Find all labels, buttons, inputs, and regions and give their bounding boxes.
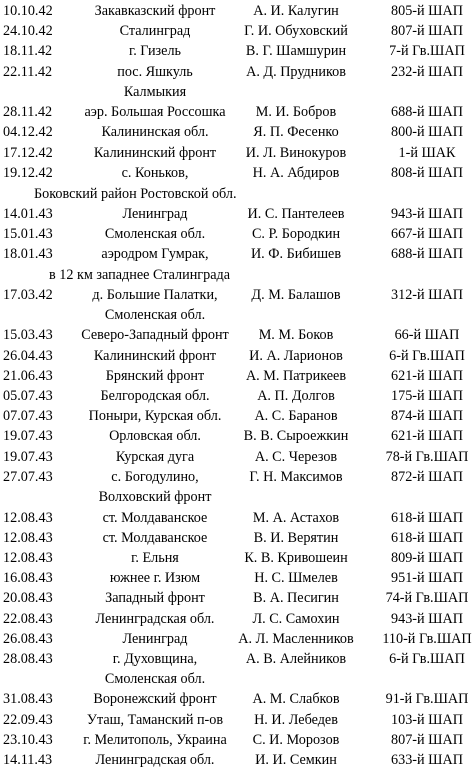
row-place: Закавказский фронт bbox=[94, 3, 216, 19]
row-person: И. С. Пантелеев bbox=[247, 206, 345, 222]
row-person: К. В. Кривошеин bbox=[244, 550, 348, 566]
row-person: А. Д. Прудников bbox=[246, 64, 346, 80]
row-unit: 805-й ШАП bbox=[391, 3, 463, 19]
row-person: Г. Н. Максимов bbox=[249, 469, 343, 485]
row-unit: 618-й ШАП bbox=[391, 530, 463, 546]
row-unit: 6-й Гв.ШАП bbox=[389, 348, 465, 364]
row-date: 22.11.42 bbox=[3, 64, 53, 80]
row-person: Г. И. Обуховский bbox=[244, 23, 348, 39]
row-date: 26.04.43 bbox=[3, 348, 53, 364]
row-date: 04.12.42 bbox=[3, 124, 53, 140]
row-unit: 232-й ШАП bbox=[391, 64, 463, 80]
row-date: 19.07.43 bbox=[3, 449, 53, 465]
row-person: В. Г. Шамшурин bbox=[245, 43, 347, 59]
row-unit: 807-й ШАП bbox=[391, 732, 463, 748]
row-date: 10.10.42 bbox=[3, 3, 53, 19]
row-place: аэр. Большая Россошка bbox=[84, 104, 226, 120]
row-unit: 807-й ШАП bbox=[391, 23, 463, 39]
row-place: Калининский фронт bbox=[93, 348, 217, 364]
row-unit: 7-й Гв.ШАП bbox=[389, 43, 465, 59]
row-unit: 943-й ШАП bbox=[391, 611, 463, 627]
row-place: Ленинград bbox=[122, 631, 188, 647]
row-place: аэродром Гумрак, bbox=[101, 246, 209, 262]
row-place: Калининская обл. bbox=[101, 124, 209, 140]
row-date: 20.08.43 bbox=[3, 590, 53, 606]
row-place-continuation: Калмыкия bbox=[123, 84, 187, 100]
row-date: 21.06.43 bbox=[3, 368, 53, 384]
row-place: Орловская обл. bbox=[109, 428, 201, 444]
row-person: Н. И. Лебедев bbox=[254, 712, 338, 728]
row-place: Уташ, Таманский п-ов bbox=[86, 712, 224, 728]
row-place: Северо-Западный фронт bbox=[81, 327, 229, 343]
row-person: И. Ф. Бибишев bbox=[250, 246, 342, 262]
row-date: 14.01.43 bbox=[3, 206, 53, 222]
row-person: И. И. Семкин bbox=[255, 752, 337, 768]
row-date: 28.08.43 bbox=[3, 651, 53, 667]
row-unit: 800-й ШАП bbox=[391, 124, 463, 140]
row-unit: 91-й Гв.ШАП bbox=[385, 691, 469, 707]
row-date: 16.08.43 bbox=[3, 570, 53, 586]
row-unit: 688-й ШАП bbox=[391, 104, 463, 120]
row-person: С. И. Морозов bbox=[252, 732, 340, 748]
row-unit: 312-й ШАП bbox=[391, 287, 463, 303]
row-unit: 103-й ШАП bbox=[391, 712, 463, 728]
row-unit: 633-й ШАП bbox=[391, 752, 463, 768]
row-place: г. Духовщина, bbox=[112, 651, 198, 667]
row-date: 12.08.43 bbox=[3, 510, 53, 526]
row-person: И. Л. Винокуров bbox=[245, 145, 347, 161]
row-date: 12.08.43 bbox=[3, 530, 53, 546]
row-place: Ленинград bbox=[122, 206, 188, 222]
row-unit: 621-й ШАП bbox=[391, 428, 463, 444]
row-place: Калининский фронт bbox=[93, 145, 217, 161]
row-unit: 688-й ШАП bbox=[391, 246, 463, 262]
row-person: В. А. Песигин bbox=[253, 590, 339, 606]
row-unit: 808-й ШАП bbox=[391, 165, 463, 181]
row-date: 17.12.42 bbox=[3, 145, 53, 161]
row-date: 12.08.43 bbox=[3, 550, 53, 566]
row-person: Л. С. Самохин bbox=[252, 611, 340, 627]
row-place: г. Мелитополь, Украина bbox=[83, 732, 227, 748]
row-place-continuation: Смоленская обл. bbox=[104, 307, 206, 323]
row-date: 14.11.43 bbox=[3, 752, 53, 768]
row-unit: 66-й ШАП bbox=[394, 327, 460, 343]
row-place: Белгородская обл. bbox=[100, 388, 210, 404]
row-place: Ленинградская обл. bbox=[95, 611, 215, 627]
row-date: 31.08.43 bbox=[3, 691, 53, 707]
row-place: ст. Молдаванское bbox=[102, 530, 208, 546]
row-unit: 621-й ШАП bbox=[391, 368, 463, 384]
row-unit: 1-й ШАК bbox=[398, 145, 456, 161]
row-place: Брянский фронт bbox=[105, 368, 205, 384]
row-unit: 809-й ШАП bbox=[391, 550, 463, 566]
row-unit: 78-й Гв.ШАП bbox=[385, 449, 469, 465]
row-date: 27.07.43 bbox=[3, 469, 53, 485]
row-date: 15.03.43 bbox=[3, 327, 53, 343]
row-place: с. Богодулино, bbox=[111, 469, 199, 485]
row-date: 15.01.43 bbox=[3, 226, 53, 242]
row-date: 05.07.43 bbox=[3, 388, 53, 404]
row-place: Воронежский фронт bbox=[93, 691, 217, 707]
row-unit: 74-й Гв.ШАП bbox=[385, 590, 469, 606]
row-date: 22.09.43 bbox=[3, 712, 53, 728]
row-date: 24.10.42 bbox=[3, 23, 53, 39]
row-person: Я. П. Фесенко bbox=[253, 124, 339, 140]
row-person: М. М. Боков bbox=[258, 327, 334, 343]
row-date: 28.11.42 bbox=[3, 104, 53, 120]
row-place-continuation: Смоленская обл. bbox=[104, 671, 206, 687]
row-place: Поныри, Курская обл. bbox=[88, 408, 222, 424]
row-place-continuation: Волховский фронт bbox=[98, 489, 212, 505]
row-person: М. А. Астахов bbox=[252, 510, 340, 526]
row-unit: 110-й Гв.ШАП bbox=[382, 631, 472, 647]
row-place: южнее г. Изюм bbox=[109, 570, 201, 586]
row-person: А. Л. Масленников bbox=[238, 631, 354, 647]
row-place: г. Гизель bbox=[128, 43, 182, 59]
row-unit: 872-й ШАП bbox=[391, 469, 463, 485]
row-place: пос. Яшкуль bbox=[117, 64, 193, 80]
row-person: В. В. Сыроежкин bbox=[243, 428, 349, 444]
row-date: 26.08.43 bbox=[3, 631, 53, 647]
row-person: Н. С. Шмелев bbox=[254, 570, 338, 586]
row-person: А. М. Патрикеев bbox=[245, 368, 347, 384]
row-place: д. Большие Палатки, bbox=[92, 287, 218, 303]
row-unit: 951-й ШАП bbox=[391, 570, 463, 586]
row-person: И. А. Ларионов bbox=[249, 348, 343, 364]
row-place: г. Ельня bbox=[131, 550, 179, 566]
row-date: 07.07.43 bbox=[3, 408, 53, 424]
row-date: 19.12.42 bbox=[3, 165, 53, 181]
row-place: Смоленская обл. bbox=[104, 226, 206, 242]
row-unit: 874-й ШАП bbox=[391, 408, 463, 424]
row-place-continuation: в 12 км западнее Сталинграда bbox=[49, 267, 231, 283]
row-unit: 618-й ШАП bbox=[391, 510, 463, 526]
row-place: Сталинград bbox=[119, 23, 191, 39]
row-date: 23.10.43 bbox=[3, 732, 53, 748]
row-person: А. П. Долгов bbox=[257, 388, 335, 404]
row-person: А. М. Слабков bbox=[252, 691, 340, 707]
row-date: 18.01.43 bbox=[3, 246, 53, 262]
row-date: 18.11.42 bbox=[3, 43, 53, 59]
row-person: М. И. Бобров bbox=[255, 104, 337, 120]
row-date: 17.03.42 bbox=[3, 287, 53, 303]
row-person: А. В. Алейников bbox=[245, 651, 347, 667]
row-person: Н. А. Абдиров bbox=[252, 165, 340, 181]
row-person: А. С. Черезов bbox=[254, 449, 338, 465]
row-place: Курская дуга bbox=[115, 449, 195, 465]
row-date: 19.07.43 bbox=[3, 428, 53, 444]
row-unit: 667-й ШАП bbox=[391, 226, 463, 242]
row-date: 22.08.43 bbox=[3, 611, 53, 627]
row-person: А. С. Баранов bbox=[254, 408, 338, 424]
row-place: с. Коньков, bbox=[121, 165, 189, 181]
row-person: В. И. Верятин bbox=[253, 530, 339, 546]
row-unit: 943-й ШАП bbox=[391, 206, 463, 222]
row-person: С. Р. Бородкин bbox=[251, 226, 341, 242]
row-person: А. И. Калугин bbox=[253, 3, 339, 19]
row-unit: 6-й Гв.ШАП bbox=[389, 651, 465, 667]
row-place: Западный фронт bbox=[105, 590, 205, 606]
row-place: Ленинградская обл. bbox=[95, 752, 215, 768]
row-person: Д. М. Балашов bbox=[251, 287, 341, 303]
row-unit: 175-й ШАП bbox=[391, 388, 463, 404]
row-place-continuation: Боковский район Ростовской обл. bbox=[34, 186, 237, 202]
row-place: ст. Молдаванское bbox=[102, 510, 208, 526]
